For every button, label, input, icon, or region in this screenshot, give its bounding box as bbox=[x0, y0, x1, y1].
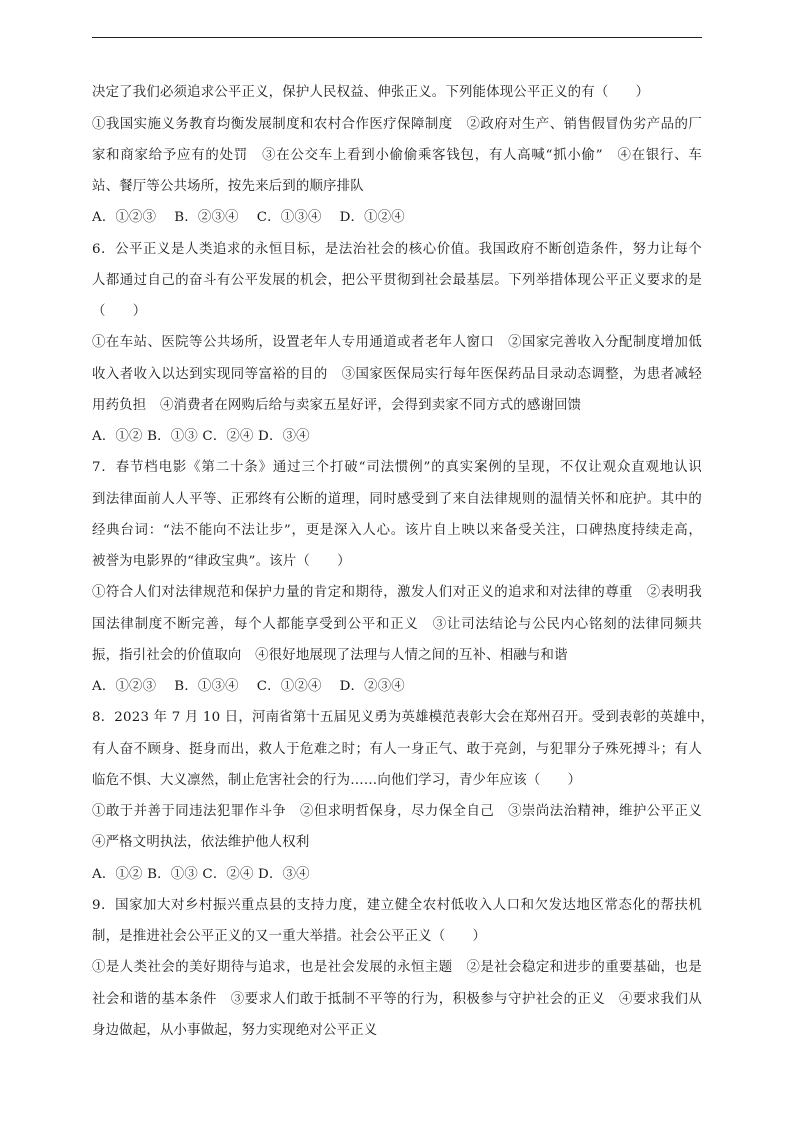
question-6-stem: 6．公平正义是人类追求的永恒目标，是法治社会的核心价值。我国政府不断创造条件，努力让每个 bbox=[92, 242, 702, 257]
question-7-option-text: 振，指引社会的价值取向 ④很好地展现了法理与人情之间的互补、相融与和谐 bbox=[92, 648, 568, 663]
question-7-stem: 被誉为电影界的“律政宝典”。该片（ ） bbox=[92, 554, 351, 569]
question-9-option-text: 社会和谐的基本条件 ③要求人们敢于抵制不平等的行为，积极参与守护社会的正义 ④要求我们从 bbox=[92, 992, 702, 1007]
question-8-stem: 8．2023 年 7 月 10 日，河南省第十五届见义勇为英雄模范表彰大会在郑州召开。受到表彰的英雄中， bbox=[92, 710, 715, 725]
question-7-stem: 7．春节档电影《第二十条》通过三个打破“司法惯例”的真实案例的呈现，不仅让观众直观地认识 bbox=[92, 460, 702, 475]
question-7-stem: 经典台词：“法不能向不法让步”，更是深入人心。该片自上映以来备受关注，口碑热度持续走高， bbox=[92, 523, 702, 538]
question-5-stem-end: 决定了我们必须追求公平正义，保护人民权益、伸张正义。下列能体现公平正义的有（ ） bbox=[92, 85, 650, 100]
question-5-option-text: 站、餐厅等公共场所，按先来后到的顺序排队 bbox=[92, 179, 364, 194]
question-5-option-text: 家和商家给予应有的处罚 ③在公交车上看到小偷偷乘客钱包，有人高喊“抓小偷” ④在银行、车 bbox=[92, 148, 702, 163]
question-7-stem: 到法律面前人人平等、正邪终有公断的道理，同时感受到了来自法律规则的温情关怀和庇护。其中的 bbox=[92, 492, 702, 507]
question-6-option-text: ①在车站、医院等公共场所，设置老年人专用通道或者老年人窗口 ②国家完善收入分配制度增加低 bbox=[92, 335, 702, 350]
question-9-stem: 制，是推进社会公平正义的又一重大举措。社会公平正义（ ） bbox=[92, 929, 487, 944]
question-7-option-text: 国法律制度不断完善，每个人都能享受到公平和正义 ③让司法结论与公民内心铭刻的法律同频共 bbox=[92, 617, 702, 632]
question-9-option-text: ①是人类社会的美好期待与追求，也是社会发展的永恒主题 ②是社会稳定和进步的重要基础，也是 bbox=[92, 960, 702, 975]
question-6-stem: （ ） bbox=[92, 304, 147, 319]
question-5-choices: A．①②③ B．②③④ C．①③④ D．①②④ bbox=[92, 210, 405, 225]
question-7-option-text: ①符合人们对法律规范和保护力量的肯定和期待，激发人们对正义的追求和对法律的尊重 ②表明我 bbox=[92, 585, 702, 600]
question-6-option-text: 收入者收入以达到实现同等富裕的目的 ③国家医保局实行每年医保药品目录动态调整，为患者减轻 bbox=[92, 367, 702, 382]
question-6-option-text: 用药负担 ④消费者在网购后给与卖家五星好评，会得到卖家不同方式的感谢回馈 bbox=[92, 398, 582, 413]
question-6-stem: 人都通过自己的奋斗有公平发展的机会，把公平贯彻到社会最基层。下列举措体现公平正义要求的是 bbox=[92, 273, 702, 288]
question-8-choices: A．①② B．①③ C．②④ D．③④ bbox=[92, 867, 310, 882]
question-5-option-text: ①我国实施义务教育均衡发展制度和农村合作医疗保障制度 ②政府对生产、销售假冒伪劣产品的厂 bbox=[92, 117, 702, 132]
question-9-stem: 9．国家加大对乡村振兴重点县的支持力度，建立健全农村低收入人口和欠发达地区常态化的帮扶机 bbox=[92, 898, 702, 913]
question-9-option-text: 身边做起，从小事做起，努力实现绝对公平正义 bbox=[92, 1023, 378, 1038]
question-6-choices: A．①② B．①③ C．②④ D．③④ bbox=[92, 429, 310, 444]
question-8-stem: 有人奋不顾身、挺身而出，救人于危难之时；有人一身正气、敢于亮剑，与犯罪分子殊死搏斗；有人 bbox=[92, 742, 702, 757]
question-8-stem: 临危不惧、大义凛然，制止危害社会的行为……向他们学习，青少年应该（ ） bbox=[92, 773, 582, 788]
header-rule bbox=[92, 37, 702, 38]
question-8-option-text: ①敢于并善于同违法犯罪作斗争 ②但求明哲保身，尽力保全自己 ③崇尚法治精神，维护公平正义 bbox=[92, 804, 702, 819]
question-8-option-text: ④严格文明执法，依法维护他人权利 bbox=[92, 835, 310, 850]
question-7-choices: A．①②③ B．①③④ C．①②④ D．②③④ bbox=[92, 679, 405, 694]
